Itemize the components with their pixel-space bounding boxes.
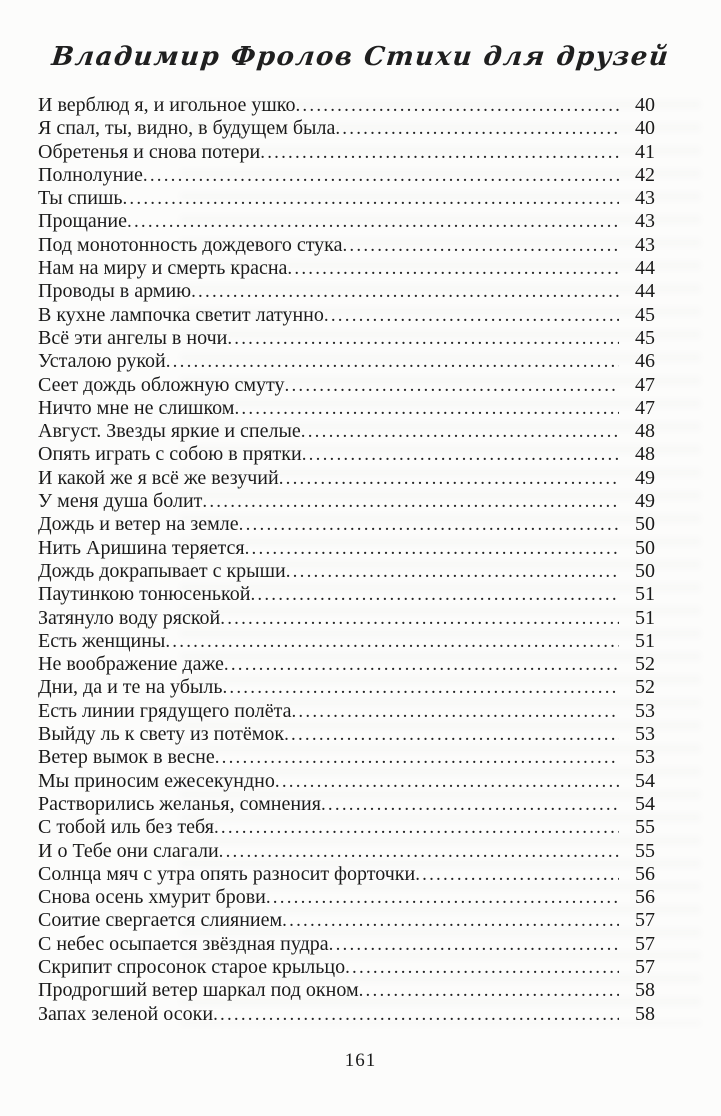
dot-leader xyxy=(302,443,619,466)
toc-entry xyxy=(38,723,655,746)
toc-entry-page: 57 xyxy=(635,955,655,978)
toc-entry-title: Растворились желанья, сомнения xyxy=(38,792,321,815)
toc-entry-title: Обретенья и снова потери xyxy=(38,140,261,163)
dot-leader xyxy=(260,141,619,164)
toc-entry-page: 57 xyxy=(635,932,655,955)
dot-leader xyxy=(234,397,619,420)
toc-entry-page: 49 xyxy=(635,466,655,489)
toc-entry-title: И какой же я всё же везучий xyxy=(38,466,279,489)
toc-entry xyxy=(38,933,655,956)
toc-entry-page: 43 xyxy=(635,210,655,233)
toc-entry-title: Сеет дождь обложную смуту xyxy=(38,373,285,396)
toc-entry xyxy=(38,793,655,816)
toc-entry-title: Я спал, ты, видно, в будущем была xyxy=(38,117,336,140)
toc-entry-title: Запах зеленой осоки xyxy=(38,1002,214,1025)
toc-entry xyxy=(38,234,655,257)
toc-entry xyxy=(38,280,655,303)
dot-leader xyxy=(245,537,619,560)
dot-leader xyxy=(215,746,619,769)
toc-entry-title: Август. Звезды яркие и спелые xyxy=(38,420,301,443)
toc-entry xyxy=(38,467,655,490)
toc-entry-page: 45 xyxy=(635,303,655,326)
toc-entry-title: У меня душа болит xyxy=(38,490,203,513)
toc-entry-title: Всё эти ангелы в ночи xyxy=(38,326,228,349)
toc-entry-page: 50 xyxy=(635,536,655,559)
toc-entry-title: Солнца мяч с утра опять разносит форточки xyxy=(38,862,416,885)
dot-leader xyxy=(295,94,619,117)
dot-leader xyxy=(284,723,619,746)
toc-entry xyxy=(38,141,655,164)
dot-leader xyxy=(279,467,619,490)
toc-entry-title: Усталою рукой xyxy=(38,350,166,373)
toc-entry-title: Соитие свергается слиянием xyxy=(38,909,283,932)
dot-leader xyxy=(202,490,619,513)
toc-entry xyxy=(38,117,655,140)
toc-entry-page: 54 xyxy=(635,769,655,792)
toc-entry-page: 55 xyxy=(635,839,655,862)
toc-entry-page: 43 xyxy=(635,233,655,256)
toc-entry-title: Дни, да и те на убыль xyxy=(38,676,223,699)
toc-entry xyxy=(38,1003,655,1026)
dot-leader xyxy=(127,210,619,233)
toc-entry-page: 45 xyxy=(635,326,655,349)
toc-entry xyxy=(38,816,655,839)
toc-entry-page: 43 xyxy=(635,187,655,210)
toc-entry xyxy=(38,513,655,536)
toc-entry-title: Не воображение даже xyxy=(38,653,224,676)
dot-leader xyxy=(165,630,619,653)
toc-entry-title: Полнолуние xyxy=(38,163,143,186)
toc-entry-title: И о Тебе они слагали xyxy=(38,839,219,862)
toc-entry xyxy=(38,863,655,886)
toc-entry-page: 58 xyxy=(635,1002,655,1025)
dot-leader xyxy=(287,257,619,280)
dot-leader xyxy=(227,327,619,350)
toc-entry xyxy=(38,909,655,932)
toc-entry xyxy=(38,770,655,793)
toc-entry-title: Продрогший ветер шаркал под окном xyxy=(38,979,359,1002)
toc-entry-page: 58 xyxy=(635,979,655,1002)
toc-entry-page: 57 xyxy=(635,909,655,932)
toc-entry-title: С небес осыпается звёздная пудра xyxy=(38,932,329,955)
toc-entry xyxy=(38,397,655,420)
toc-entry-title: И верблюд я, и игольное ушко xyxy=(38,94,296,116)
toc-entry-page: 50 xyxy=(635,559,655,582)
toc-entry-title: Снова осень хмурит брови xyxy=(38,886,266,909)
toc-entry xyxy=(38,607,655,630)
dot-leader xyxy=(275,770,619,793)
toc-entry xyxy=(38,653,655,676)
toc-entry-title: Проводы в армию xyxy=(38,280,192,303)
toc-entry-title: Выйду ль к свету из потёмок xyxy=(38,723,285,746)
toc-entry-page: 51 xyxy=(635,583,655,606)
toc-entry-page: 56 xyxy=(635,862,655,885)
toc-entry xyxy=(38,257,655,280)
dot-leader xyxy=(122,187,619,210)
toc-entry-page: 42 xyxy=(635,163,655,186)
toc-entry xyxy=(38,490,655,513)
toc-entry-page: 52 xyxy=(635,653,655,676)
toc-entry-page: 55 xyxy=(635,816,655,839)
dot-leader xyxy=(329,933,619,956)
toc-list xyxy=(38,94,655,1026)
toc-entry-page: 51 xyxy=(635,629,655,652)
toc-entry-page: 47 xyxy=(635,373,655,396)
toc-entry xyxy=(38,583,655,606)
dot-leader xyxy=(321,793,619,816)
toc-entry xyxy=(38,956,655,979)
toc-entry-title: Есть линии грядущего полёта xyxy=(38,699,292,722)
toc-entry-title: Под монотонность дождевого стука xyxy=(38,233,343,256)
dot-leader xyxy=(239,513,619,536)
toc-entry-page: 51 xyxy=(635,606,655,629)
running-header-title: Владимир Фролов Стихи для друзей xyxy=(50,42,671,72)
toc-entry-page: 48 xyxy=(635,420,655,443)
toc-entry-title: Дождь и ветер на земле xyxy=(38,513,239,536)
toc-entry xyxy=(38,979,655,1002)
toc-entry-title: Нить Аришина теряется xyxy=(38,536,245,559)
dot-leader xyxy=(213,1003,619,1026)
toc-entry xyxy=(38,840,655,863)
dot-leader xyxy=(220,607,619,630)
dot-leader xyxy=(266,886,619,909)
toc-entry-title: Мы приносим ежесекундно xyxy=(38,769,275,792)
toc-entry-page: 53 xyxy=(635,723,655,746)
toc-entry-title: Дождь докрапывает с крыши xyxy=(38,559,286,582)
toc-entry-page: 53 xyxy=(635,746,655,769)
toc-entry-page: 40 xyxy=(635,117,655,140)
toc-entry-page: 44 xyxy=(635,257,655,280)
toc-entry xyxy=(38,746,655,769)
toc-entry xyxy=(38,374,655,397)
toc-entry-title: Ты спишь xyxy=(38,187,123,210)
toc-entry xyxy=(38,630,655,653)
toc-entry-page: 50 xyxy=(635,513,655,536)
toc-entry-page: 47 xyxy=(635,396,655,419)
dot-leader xyxy=(415,863,619,886)
dot-leader xyxy=(219,840,619,863)
toc-entry-page: 49 xyxy=(635,490,655,513)
dot-leader xyxy=(335,117,619,140)
dot-leader xyxy=(250,583,619,606)
toc-entry-title: Ветер вымок в весне xyxy=(38,746,215,769)
toc-entry xyxy=(38,187,655,210)
dot-leader xyxy=(345,956,619,979)
toc-entry xyxy=(38,560,655,583)
dot-leader xyxy=(324,304,619,327)
toc-entry-page: 46 xyxy=(635,350,655,373)
toc-entry-title: Паутинкою тонюсенькой xyxy=(38,583,251,606)
toc-entry-title: Скрипит спросонок старое крыльцо xyxy=(38,955,346,978)
toc-entry-page: 54 xyxy=(635,792,655,815)
toc-entry xyxy=(38,537,655,560)
toc-entry-page: 44 xyxy=(635,280,655,303)
dot-leader xyxy=(342,234,619,257)
toc-entry-page: 40 xyxy=(635,94,655,116)
page-number: 161 xyxy=(344,1050,377,1071)
dot-leader xyxy=(282,909,619,932)
dot-leader xyxy=(224,653,619,676)
toc-entry xyxy=(38,94,655,117)
toc-entry xyxy=(38,164,655,187)
toc-entry-page: 56 xyxy=(635,886,655,909)
toc-entry-title: Прощание xyxy=(38,210,128,233)
toc-entry xyxy=(38,676,655,699)
toc-entry xyxy=(38,327,655,350)
toc-entry xyxy=(38,350,655,373)
toc-entry-title: Есть женщины xyxy=(38,629,166,652)
dot-leader xyxy=(301,420,619,443)
dot-leader xyxy=(286,560,619,583)
toc-entry xyxy=(38,210,655,233)
toc-entry-title: В кухне лампочка светит латунно xyxy=(38,303,324,326)
toc-entry-page: 41 xyxy=(635,140,655,163)
toc-entry xyxy=(38,886,655,909)
toc-entry-title: Опять играть с собою в прятки xyxy=(38,443,302,466)
dot-leader xyxy=(285,374,619,397)
toc-entry-page: 52 xyxy=(635,676,655,699)
dot-leader xyxy=(191,280,619,303)
toc-entry-title: Ничто мне не слишком xyxy=(38,396,235,419)
toc-entry-page: 53 xyxy=(635,699,655,722)
toc-entry xyxy=(38,420,655,443)
dot-leader xyxy=(359,979,619,1002)
dot-leader xyxy=(222,676,619,699)
toc-entry xyxy=(38,304,655,327)
toc-entry-title: С тобой иль без тебя xyxy=(38,816,214,839)
dot-leader xyxy=(143,164,619,187)
toc-entry xyxy=(38,700,655,723)
toc-entry-title: Нам на миру и смерть красна xyxy=(38,257,288,280)
dot-leader xyxy=(166,350,619,373)
toc-entry-title: Затянуло воду ряской xyxy=(38,606,221,629)
toc-entry xyxy=(38,443,655,466)
toc-entry-page: 48 xyxy=(635,443,655,466)
dot-leader xyxy=(291,700,619,723)
dot-leader xyxy=(214,816,619,839)
